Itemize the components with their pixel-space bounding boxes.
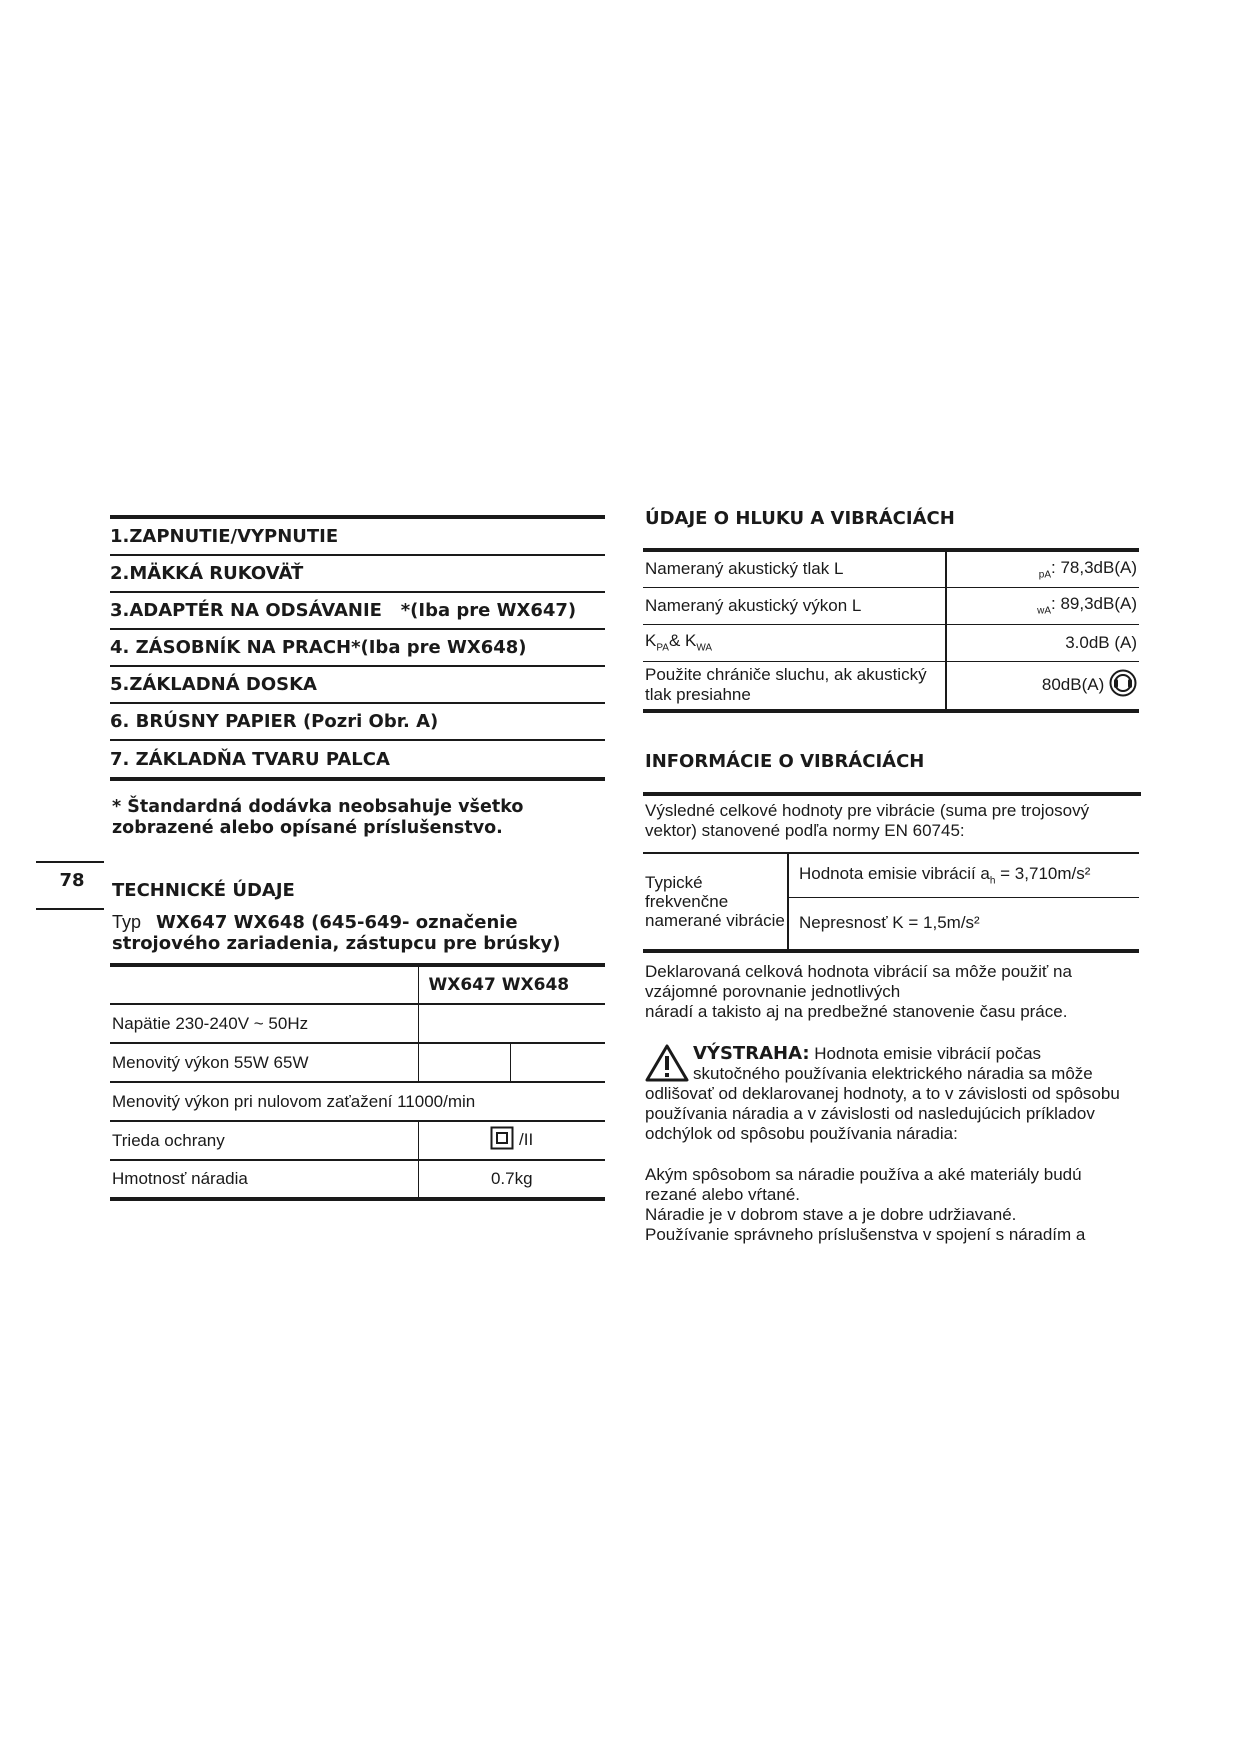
double-insulation-icon (490, 1126, 514, 1155)
table-row (110, 1004, 605, 1043)
table-row (643, 661, 1139, 711)
table-row (110, 1121, 605, 1160)
noise-title: ÚDAJE O HLUKU A VIBRÁCIÁCH (645, 508, 955, 529)
tech-label: Hmotnosť náradia (110, 1160, 418, 1199)
tech-value-2 (510, 1043, 605, 1082)
warning-label: VÝSTRAHA: (693, 1043, 810, 1064)
vibration-left-label: Typické frekvenčne namerané vibrácie (643, 853, 788, 951)
table-row (110, 1082, 605, 1121)
type-label: Typ (112, 912, 142, 932)
table-row (643, 624, 1139, 661)
noise-value: : 89,3dB(A) (1051, 594, 1137, 614)
ear-protection-icon (1109, 669, 1137, 702)
protection-class-value: /II (519, 1129, 534, 1149)
vibration-title: INFORMÁCIE O VIBRÁCIÁCH (645, 751, 925, 772)
tech-value (418, 1004, 605, 1043)
noise-label: $K_{PA}\&$ $K_{WA}$ (643, 624, 946, 661)
table-row (643, 853, 1139, 897)
parts-item: 5.ZÁKLADNÁ DOSKA (110, 667, 605, 704)
table-row (110, 1160, 605, 1199)
tech-value (418, 1043, 510, 1082)
models-header: WX647 WX648 (418, 965, 605, 1004)
uncertainty-cell: Nepresnosť K = 1,5m/s² (788, 897, 1139, 951)
parts-item: 3.ADAPTÉR NA ODSÁVANIE *(Iba pre WX647) (110, 593, 605, 630)
tech-value: 0.7kg (418, 1160, 605, 1199)
parts-item: 2.MÄKKÁ RUKOVÄŤ (110, 556, 605, 593)
tech-data-table (110, 963, 605, 1201)
parts-item: 7. ZÁKLADŇA TVARU PALCA (110, 741, 605, 781)
noise-table (643, 548, 1139, 713)
parts-item: 6. BRÚSNY PAPIER (Pozri Obr. A) (110, 704, 605, 741)
table-row (643, 550, 1139, 587)
tech-type-line (112, 912, 607, 954)
noise-value-cell (946, 550, 1139, 587)
noise-value: 80dB(A) (1041, 674, 1105, 694)
parts-list (110, 515, 605, 781)
usage-paragraph: Akým spôsobom sa náradie používa a aké materiály budú rezané alebo vŕtané. Náradie je v dobrom stave a je dobre udržiavané. Používanie správneho príslušenstva v spojení s náradím a (645, 1165, 1086, 1244)
noise-sub: pA (1038, 569, 1051, 581)
noise-value: 3.0dB (A) (946, 624, 1139, 661)
declaration-paragraph: Deklarovaná celková hodnota vibrácií sa môže použiť na vzájomné porovnanie jednotlivých náradí a takisto aj na predbežné stanovenie času práce. (645, 962, 1072, 1021)
warning-paragraph: VÝSTRAHA: Hodnota emisie vibrácií počas skutočného používania elektrického náradia sa môže odlišovať od deklarovanej hodnoty, a to v závislosti od spôsobu používania náradia a v závislosti od nasledujúcich príkladov odchýlok od spôsobu používania náradia: (645, 1043, 1120, 1143)
tech-label: Trieda ochrany (110, 1121, 418, 1160)
page-number: 78 (59, 870, 85, 891)
noise-label: Použite chrániče sluchu, ak akustický tlak presiahne (643, 661, 946, 711)
noise-value-cell (946, 661, 1139, 711)
tech-label: Menovitý výkon pri nulovom zaťažení 11000/min (110, 1082, 605, 1121)
warning-icon (645, 1044, 689, 1087)
table-row (643, 587, 1139, 624)
protection-class-cell (418, 1121, 605, 1160)
vibration-intro: Výsledné celkové hodnoty pre vibrácie (suma pre trojosový vektor) stanovené podľa normy EN 60745: (643, 792, 1141, 841)
vibration-table (643, 852, 1139, 953)
table-row (110, 1043, 605, 1082)
noise-sub: wA (1037, 605, 1051, 617)
noise-value: : 78,3dB(A) (1051, 558, 1137, 578)
accessory-note: * Štandardná dodávka neobsahuje všetko zobrazené alebo opísané príslušenstvo. (112, 797, 524, 838)
tech-data-title: TECHNICKÉ ÚDAJE (112, 880, 295, 901)
noise-label: Nameraný akustický tlak L (643, 550, 946, 587)
tech-label: Menovitý výkon 55W 65W (110, 1043, 418, 1082)
tech-header-row (110, 965, 605, 1004)
tech-label: Napätie 230-240V ~ 50Hz (110, 1004, 418, 1043)
noise-value-cell (946, 587, 1139, 624)
noise-label: Nameraný akustický výkon L (643, 587, 946, 624)
parts-item: 4. ZÁSOBNÍK NA PRACH*(Iba pre WX648) (110, 630, 605, 667)
parts-item: 1.ZAPNUTIE/VYPNUTIE (110, 519, 605, 556)
type-value: WX647 WX648 (645-649- označenie strojového zariadenia, zástupcu pre brúsky) (112, 912, 561, 954)
emission-cell: Hodnota emisie vibrácií $a_h = 3,710m/s^2$ (788, 853, 1139, 897)
